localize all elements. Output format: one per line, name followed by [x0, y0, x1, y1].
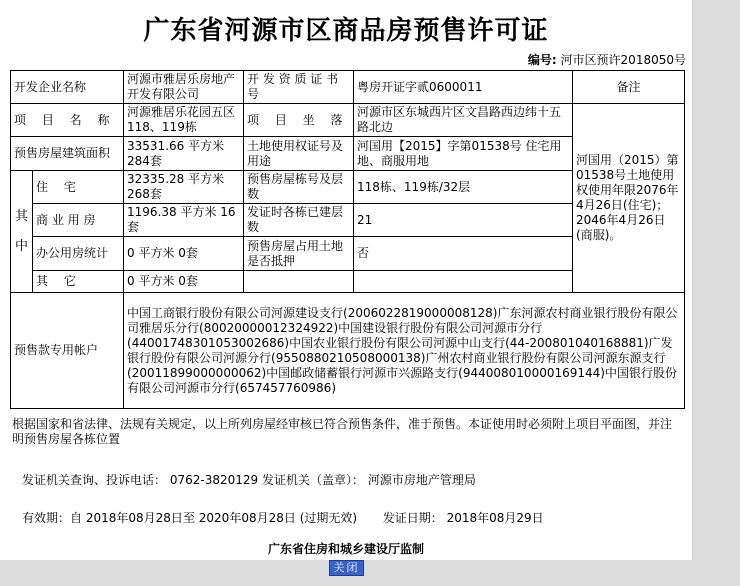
commercial-value: 1196.38 平方米 16套: [124, 204, 244, 237]
project-name-value: 河源雅居乐花园五区118、119栋: [124, 104, 244, 137]
empty-cell: [244, 271, 354, 293]
other-label: 其 它: [33, 271, 124, 293]
residential-label: 住 宅: [33, 171, 124, 204]
built-floors-label: 发证时各栋已建层数: [244, 204, 354, 237]
other-value: 0 平方米 0套: [124, 271, 244, 293]
dev-cert-value: 粤房开证字贰0600011: [354, 71, 573, 104]
certificate-number-value: 河市区预许2018050号: [560, 53, 686, 67]
mortgage-value: 否: [354, 237, 573, 271]
certificate-number: [528, 51, 686, 68]
empty-cell: [354, 271, 573, 293]
mortgage-label: 预售房屋占用土地是否抵押: [244, 237, 354, 271]
validity-from: 2018年08月28日: [85, 511, 183, 525]
residential-value: 32335.28 平方米 268套: [124, 171, 244, 204]
permit-table: [10, 70, 685, 409]
issue-date-value: 2018年08月29日: [446, 511, 544, 525]
land-cert-label: 土地使用权证号及用途: [244, 137, 354, 171]
validity-to-word: 至: [182, 511, 195, 525]
phone-label: 发证机关查询、投诉电话：: [22, 473, 167, 487]
account-label: 预售款专用帐户: [11, 293, 124, 409]
legal-notes: 根据国家和省法律、法规有关规定，以上所列房屋经审核已符合预售条件，准于预售。本证使用时必须附上项目平面图，并注明预售房屋各栋位置: [12, 417, 673, 446]
issue-date-label: 发证日期：: [382, 511, 443, 525]
building-no-label: 预售房屋栋号及层数: [244, 171, 354, 204]
validity-expired-note: (过期无效): [299, 511, 358, 525]
office-label: 办公用房统计: [33, 237, 124, 271]
authority-value: 河源市房地产管理局: [367, 473, 476, 487]
close-button[interactable]: 关闭: [329, 560, 364, 576]
dev-cert-label: 开 发 资 质 证 书 号: [244, 71, 354, 104]
developer-label: 开发企业名称: [11, 71, 124, 104]
account-value: 中国工商银行股份有限公司河源建设支行(2006022819000008128)广东河源农村商业银行股份有限公司雅居乐分行(80020000012324922)中国建设银行股份有限公司河源市分行(44001748301053002686)中国农业银行股份有限公司河源中山支行(44-200801040168881)广发银行股份有限公司河源分行(9550880210508000138)广州农村商业银行股份有限公司河源东源支行(20011899000000062)中国邮政储蓄银行河源市兴源路支行(944008010000169144)中国银行股份有限公司河源市分行(657457760986): [124, 293, 685, 409]
developer-value: 河源市雅居乐房地产开发有限公司: [124, 71, 244, 104]
document-title: 广东省河源市区商品房预售许可证: [143, 16, 549, 46]
project-name-label: 项 目 名 称: [11, 104, 124, 137]
qizhong-char-1: 其: [14, 208, 28, 224]
supervision-note: 广东省住房和城乡建设厅监制: [267, 542, 424, 556]
project-location-value: 河源市区东城西片区文昌路西边纬十五路北边: [354, 104, 573, 137]
phone-value: 0762-3820129: [169, 473, 259, 487]
remark-label: 备注: [573, 71, 685, 104]
building-no-value: 118栋、119栋/32层: [354, 171, 573, 204]
table-row: [11, 104, 685, 137]
presale-area-value: 33531.66 平方米 284套: [124, 137, 244, 171]
presale-area-label: 预售房屋建筑面积: [11, 137, 124, 171]
validity-to: 2020年08月28日: [198, 511, 296, 525]
built-floors-value: 21: [354, 204, 573, 237]
project-location-label: 项 目 坐 落: [244, 104, 354, 137]
authority-label: 发证机关（盖章）：: [261, 473, 364, 487]
office-value: 0 平方米 0套: [124, 237, 244, 271]
land-cert-value: 河国用【2015】字第01538号 住宅用地、商服用地: [354, 137, 573, 171]
qizhong-char-2: 中: [14, 238, 28, 254]
table-row: [11, 71, 685, 104]
certificate-number-label: 编号:: [527, 53, 557, 67]
table-row: [11, 293, 685, 409]
commercial-label: 商 业 用 房: [33, 204, 124, 237]
remark-value: 河国用（2015）第01538号土地使用权使用年限2076年4月26日(住宅)；2046年4月26日(商服)。: [573, 104, 685, 293]
contact-line: [22, 471, 476, 488]
qizhong-cell: [11, 171, 33, 293]
validity-line: [22, 509, 544, 526]
validity-label: 有效期：自: [22, 511, 83, 525]
